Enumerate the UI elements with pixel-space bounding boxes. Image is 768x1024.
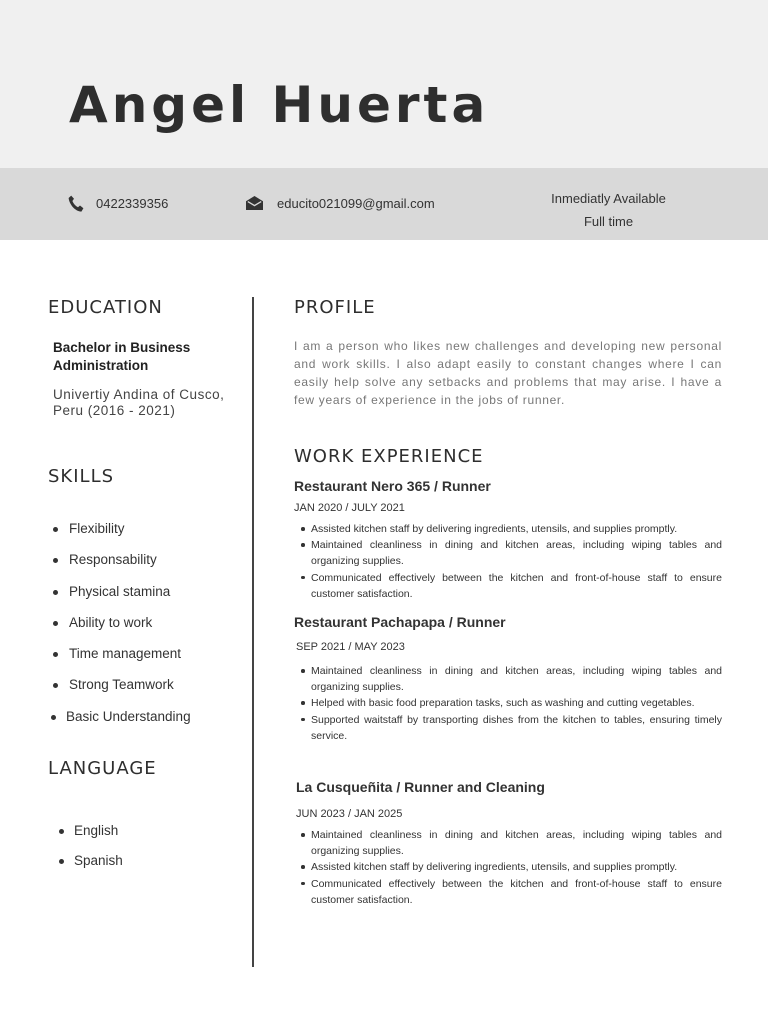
profile-heading: PROFILE bbox=[294, 297, 376, 318]
job-duties bbox=[311, 663, 722, 744]
language-item: Spanish bbox=[74, 852, 123, 882]
skill-item: Responsability bbox=[69, 551, 191, 582]
duty-item: Communicated effectively between the kitchen and front-of-house staff to ensure customer satisfaction. bbox=[311, 570, 722, 602]
duty-item: Helped with basic food preparation tasks, such as washing and cutting vegetables. bbox=[311, 695, 722, 711]
availability-status: Inmediatly Available bbox=[551, 191, 666, 206]
skill-item: Flexibility bbox=[69, 520, 191, 551]
duty-item: Communicated effectively between the kitchen and front-of-house staff to ensure customer satisfaction. bbox=[311, 876, 722, 908]
duty-item: Assisted kitchen staff by delivering ingredients, utensils, and supplies promptly. bbox=[311, 521, 722, 537]
email-address: educito021099@gmail.com bbox=[277, 196, 435, 211]
duty-item: Assisted kitchen staff by delivering ingredients, utensils, and supplies promptly. bbox=[311, 859, 722, 875]
job-dates: JUN 2023 / JAN 2025 bbox=[296, 808, 403, 820]
skill-item: Ability to work bbox=[69, 614, 191, 645]
duty-item: Supported waitstaff by transporting dishes from the kitchen to tables, ensuring timely service. bbox=[311, 712, 722, 744]
language-item: English bbox=[74, 822, 123, 852]
work-experience-heading: WORK EXPERIENCE bbox=[294, 446, 484, 467]
job-duties bbox=[311, 521, 722, 602]
skill-item: Time management bbox=[69, 645, 191, 676]
school: Univertiy Andina of Cusco, Peru (2016 - 2021) bbox=[53, 387, 225, 418]
language-heading: LANGUAGE bbox=[48, 758, 157, 779]
job-title: Restaurant Pachapapa / Runner bbox=[294, 614, 506, 630]
degree: Bachelor in Business Administration bbox=[53, 340, 191, 373]
phone-icon bbox=[68, 195, 84, 213]
duty-item: Maintained cleanliness in dining and kitchen areas, including wiping tables and organizing supplies. bbox=[311, 827, 722, 859]
phone-number: 0422339356 bbox=[96, 196, 169, 211]
skills-list bbox=[66, 520, 191, 739]
skill-item: Basic Understanding bbox=[66, 708, 191, 739]
profile-summary: I am a person who likes new challenges and developing new personal and work skills. I also adapt easily to constant changes where I can easily help solve any setbacks and problems that may arise. I have a few years of experience in the jobs of runner. bbox=[294, 339, 722, 407]
candidate-name: Angel Huerta bbox=[69, 76, 490, 134]
job-title: Restaurant Nero 365 / Runner bbox=[294, 478, 491, 494]
education-heading: EDUCATION bbox=[48, 297, 163, 318]
job-duties bbox=[311, 827, 722, 908]
column-divider bbox=[252, 297, 254, 967]
job-dates: SEP 2021 / MAY 2023 bbox=[296, 641, 405, 653]
skill-item: Strong Teamwork bbox=[69, 676, 191, 707]
envelope-icon bbox=[246, 196, 263, 210]
job-title: La Cusqueñita / Runner and Cleaning bbox=[296, 779, 545, 795]
duty-item: Maintained cleanliness in dining and kitchen areas, including wiping tables and organizing supplies. bbox=[311, 663, 722, 695]
duty-item: Maintained cleanliness in dining and kitchen areas, including wiping tables and organizing supplies. bbox=[311, 537, 722, 569]
skills-heading: SKILLS bbox=[48, 466, 115, 487]
job-dates: JAN 2020 / JULY 2021 bbox=[294, 502, 405, 514]
skill-item: Physical stamina bbox=[69, 583, 191, 614]
employment-type: Full time bbox=[583, 214, 634, 229]
language-list bbox=[74, 822, 123, 881]
